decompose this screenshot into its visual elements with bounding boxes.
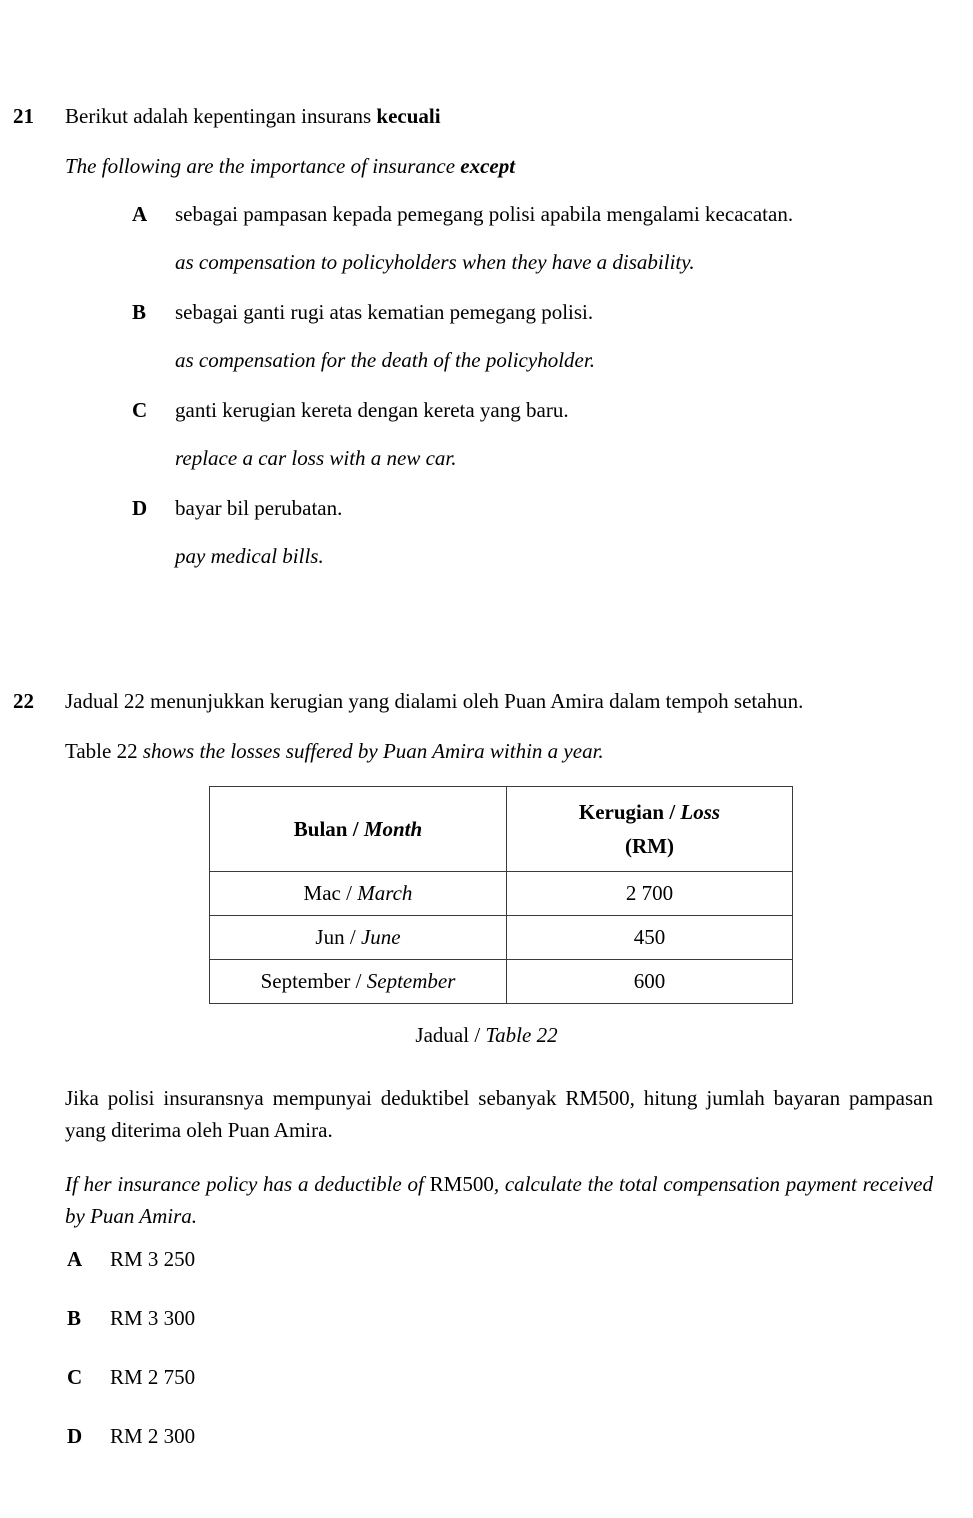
table-22-wrapper — [209, 786, 793, 1004]
option-c-text-en: replace a car loss with a new car. — [175, 446, 457, 470]
option-c-text-ms: ganti kerugian kereta dengan kereta yang baru. — [175, 398, 569, 422]
header-loss-ms: Kerugian — [578, 799, 665, 824]
cell-loss-june: 450 — [507, 916, 793, 960]
answer-d-letter: D — [67, 1424, 83, 1448]
question-22-stem-row — [0, 686, 973, 766]
answer-c[interactable] — [0, 1362, 973, 1421]
table-row — [210, 916, 793, 960]
question-22 — [0, 686, 973, 766]
option-c-letter: C — [132, 398, 148, 422]
question-21-number: 21 — [13, 104, 34, 128]
table-row — [210, 872, 793, 916]
option-b-text-en: as compensation for the death of the policyholder. — [175, 348, 595, 372]
header-month — [210, 787, 507, 872]
cell-month-september-sep: / — [350, 969, 367, 993]
question-22-prompt-ms: Jika polisi insuransnya mempunyai deduktibel sebanyak RM500, hitung jumlah bayaran pampasan yang diterima oleh Puan Amira. — [65, 1086, 933, 1142]
question-22-stem-en-lead: Table 22 — [65, 739, 143, 763]
header-loss-en: Loss — [680, 799, 721, 824]
question-21-stem-ms-text: Berikut adalah kepentingan insurans — [65, 104, 377, 128]
question-22-prompt-en-amount: RM500 — [429, 1172, 494, 1196]
question-21-stem-en-keyword: except — [460, 154, 516, 178]
table-22-caption — [0, 1020, 973, 1050]
question-21-options — [65, 199, 933, 571]
cell-loss-september: 600 — [507, 960, 793, 1004]
question-21-stem-en-text: The following are the importance of insurance — [65, 154, 461, 178]
header-loss-unit: (RM) — [625, 833, 674, 858]
cell-month-march — [210, 872, 507, 916]
option-d-letter: D — [132, 496, 148, 520]
loss-table-head — [210, 787, 793, 872]
question-22-number: 22 — [13, 689, 34, 713]
option-b-text-ms: sebagai ganti rugi atas kematian pemegang polisi. — [175, 300, 594, 324]
answer-b[interactable] — [0, 1303, 973, 1362]
question-22-prompt-en-part1: If her insurance policy has a deductible of — [65, 1172, 430, 1196]
answer-a[interactable] — [0, 1244, 973, 1303]
answer-a-text: RM 3 250 — [110, 1247, 196, 1271]
option-b-letter: B — [132, 300, 147, 324]
answer-b-text: RM 3 300 — [110, 1306, 196, 1330]
cell-month-september — [210, 960, 507, 1004]
cell-month-september-ms: September — [260, 969, 351, 993]
question-21-stem-ms-keyword: kecuali — [376, 104, 441, 128]
header-loss — [507, 787, 793, 872]
loss-table-body — [210, 872, 793, 1004]
cell-loss-march: 2 700 — [507, 872, 793, 916]
answer-b-letter: B — [67, 1306, 82, 1330]
answer-d[interactable] — [0, 1421, 973, 1480]
option-d-text-en: pay medical bills. — [175, 544, 324, 568]
question-22-prompt-en — [65, 1168, 933, 1232]
answer-d-text: RM 2 300 — [110, 1424, 196, 1448]
question-22-stem-en — [65, 736, 933, 766]
cell-month-march-sep: / — [340, 881, 358, 905]
question-22-prompt-block — [0, 1082, 973, 1232]
option-a[interactable] — [65, 199, 933, 277]
table-caption-ms: Jadual / — [415, 1023, 486, 1047]
header-month-separator: / — [347, 816, 364, 841]
question-22-stem-ms: Jadual 22 menunjukkan kerugian yang dialami oleh Puan Amira dalam tempoh setahun. — [65, 689, 804, 713]
question-22-prompt-en-part2: , calculate the total compensation payment received by Puan Amira. — [65, 1172, 933, 1228]
question-21-stem-ms — [65, 101, 933, 131]
option-a-text-ms: sebagai pampasan kepada pemegang polisi apabila mengalami kecacatan. — [175, 202, 794, 226]
cell-month-march-en: March — [357, 881, 413, 905]
option-a-letter: A — [132, 202, 148, 226]
cell-month-june-sep: / — [344, 925, 361, 949]
option-d[interactable] — [65, 493, 933, 571]
header-loss-separator: / — [664, 799, 681, 824]
cell-month-june-ms: Jun — [315, 925, 345, 949]
option-d-text-ms: bayar bil perubatan. — [175, 496, 343, 520]
question-21 — [0, 101, 973, 571]
cell-month-march-ms: Mac — [303, 881, 341, 905]
table-row — [210, 960, 793, 1004]
answer-c-letter: C — [67, 1365, 83, 1389]
loss-table — [209, 786, 793, 1004]
option-a-text-en: as compensation to policyholders when they have a disability. — [175, 250, 695, 274]
cell-month-june — [210, 916, 507, 960]
question-22-answers — [0, 1244, 973, 1480]
question-22-prompt-row — [0, 1082, 973, 1232]
cell-month-june-en: June — [360, 925, 401, 949]
header-month-ms: Bulan — [293, 816, 348, 841]
question-21-stem-row — [0, 101, 973, 571]
option-c[interactable] — [65, 395, 933, 473]
answer-a-letter: A — [67, 1247, 83, 1271]
answer-c-text: RM 2 750 — [110, 1365, 196, 1389]
table-caption-en: Table 22 — [485, 1023, 558, 1047]
option-b[interactable] — [65, 297, 933, 375]
cell-month-september-en: September — [366, 969, 456, 993]
header-month-en: Month — [363, 816, 423, 841]
loss-table-header-row — [210, 787, 793, 872]
question-22-stem-en-rest: shows the losses suffered by Puan Amira within a year. — [142, 739, 604, 763]
question-21-stem-en — [65, 151, 933, 181]
